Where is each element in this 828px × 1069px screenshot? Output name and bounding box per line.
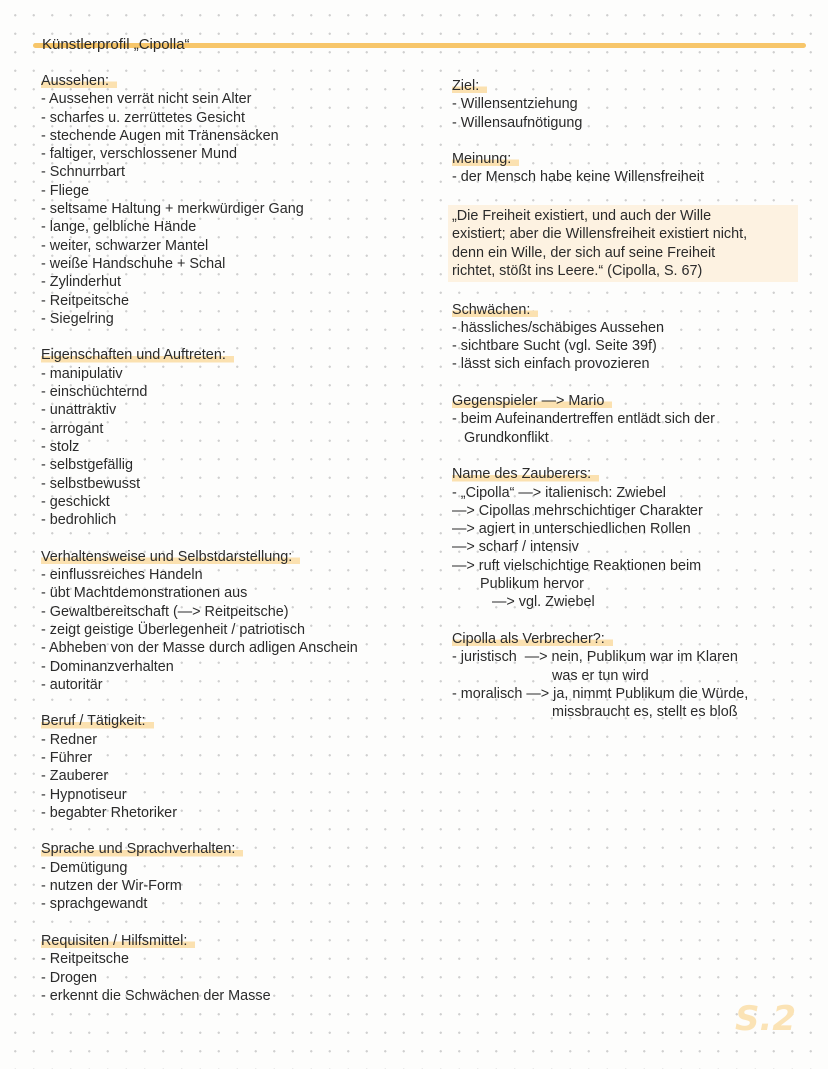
- list-item: —> vgl. Zwiebel: [452, 594, 595, 611]
- list-item: - bedrohlich: [41, 512, 117, 529]
- list-item: was er tun wird: [452, 667, 649, 684]
- page-number: S.2: [734, 999, 796, 1039]
- list-item: - lässt sich einfach provozieren: [452, 356, 650, 373]
- list-item: - unattraktiv: [41, 402, 117, 419]
- list-item: - Demütigung: [41, 859, 128, 876]
- section: [452, 465, 800, 611]
- page-title: Künstlerprofil „Cipolla“: [42, 36, 190, 53]
- list-item: - scharfes u. zerrüttetes Gesicht: [41, 109, 245, 126]
- list-item: - stolz: [41, 438, 80, 455]
- list-item: - einschüchternd: [41, 384, 148, 401]
- list-item: - Willensaufnötigung: [452, 114, 583, 131]
- list-item: - Führer: [41, 749, 93, 766]
- list-item: - hässliches/schäbiges Aussehen: [452, 319, 664, 336]
- list-item: —> agiert in unterschiedlichen Rollen: [452, 521, 691, 538]
- list-item: - Hypnotiseur: [41, 786, 127, 803]
- quote-box: „Die Freiheit existiert, und auch der Wille existiert; aber die Willensfreiheit existiert nicht, denn ein Wille, der sich auf seine Freiheit richtet, stößt ins Leere.“ (Cipolla, S. 67): [448, 205, 798, 282]
- section-heading: Eigenschaften und Auftreten:: [41, 346, 234, 364]
- section-heading: Gegenspieler —> Mario: [452, 392, 612, 410]
- list-item: - der Mensch habe keine Willensfreiheit: [452, 169, 704, 186]
- list-item: - selbstbewusst: [41, 475, 141, 492]
- section: [41, 548, 421, 694]
- section: [41, 346, 421, 529]
- section: [452, 77, 800, 132]
- list-item: - Dominanzverhalten: [41, 658, 174, 675]
- list-item: - moralisch —> ja, nimmt Publikum die Würde,: [452, 685, 749, 702]
- section-heading: Schwächen:: [452, 301, 538, 319]
- section: [452, 301, 800, 374]
- section-heading: Cipolla als Verbrecher?:: [452, 630, 613, 648]
- list-item: - Willensentziehung: [452, 96, 578, 113]
- list-item: - Reitpeitsche: [41, 292, 129, 309]
- list-item: - nutzen der Wir-Form: [41, 878, 182, 895]
- list-item: - weiße Handschuhe + Schal: [41, 255, 226, 272]
- list-item: - faltiger, verschlossener Mund: [41, 146, 237, 163]
- list-item: - Fliege: [41, 182, 89, 199]
- section: [452, 205, 800, 282]
- list-item: - „Cipolla“ —> italienisch: Zwiebel: [452, 484, 666, 501]
- list-item: - stechende Augen mit Tränensäcken: [41, 127, 279, 144]
- list-item: - arrogant: [41, 420, 104, 437]
- list-item: Publikum hervor: [452, 576, 584, 593]
- section: [452, 150, 800, 187]
- section: [41, 72, 421, 328]
- list-item: —> ruft vielschichtige Reaktionen beim: [452, 557, 702, 574]
- list-item: - Redner: [41, 731, 97, 748]
- list-item: - begabter Rhetoriker: [41, 804, 177, 821]
- list-item: - übt Machtdemonstrationen aus: [41, 585, 248, 602]
- list-item: - Abheben von der Masse durch adligen Anschein: [41, 640, 358, 657]
- list-item: - Zylinderhut: [41, 274, 121, 291]
- list-item: - einflussreiches Handeln: [41, 567, 203, 584]
- list-item: - Gewaltbereitschaft (—> Reitpeitsche): [41, 603, 289, 620]
- list-item: missbraucht es, stellt es bloß: [452, 704, 738, 721]
- list-item: - juristisch —> nein, Publikum war im Klaren: [452, 649, 738, 666]
- list-item: - zeigt geistige Überlegenheit / patriotisch: [41, 621, 305, 638]
- list-item: - Reitpeitsche: [41, 951, 129, 968]
- section-heading: Name des Zauberers:: [452, 465, 599, 483]
- section: [452, 630, 800, 721]
- list-item: - autoritär: [41, 676, 103, 693]
- list-item: - beim Aufeinandertreffen entlädt sich der: [452, 411, 715, 428]
- list-item: - manipulativ: [41, 365, 123, 382]
- list-item: - selbstgefällig: [41, 457, 133, 474]
- list-item: - weiter, schwarzer Mantel: [41, 237, 209, 254]
- list-item: - Drogen: [41, 969, 97, 986]
- section-heading: Requisiten / Hilfsmittel:: [41, 932, 195, 950]
- list-item: —> scharf / intensiv: [452, 539, 579, 556]
- section-heading: Sprache und Sprachverhalten:: [41, 840, 243, 858]
- list-item: - geschickt: [41, 493, 110, 510]
- list-item: Grundkonflikt: [452, 429, 549, 446]
- list-item: - Zauberer: [41, 768, 109, 785]
- list-item: - erkennt die Schwächen der Masse: [41, 987, 271, 1004]
- section: [41, 840, 421, 913]
- list-item: - sichtbare Sucht (vgl. Seite 39f): [452, 338, 657, 355]
- section: [452, 392, 800, 447]
- list-item: - sprachgewandt: [41, 896, 148, 913]
- section-heading: Ziel:: [452, 77, 487, 95]
- list-item: - Schnurrbart: [41, 164, 125, 181]
- list-item: - lange, gelbliche Hände: [41, 219, 197, 236]
- list-item: - seltsame Haltung + merkwürdiger Gang: [41, 201, 304, 218]
- section: [41, 712, 421, 822]
- list-item: —> Cipollas mehrschichtiger Charakter: [452, 502, 703, 519]
- list-item: - Aussehen verrät nicht sein Alter: [41, 91, 252, 108]
- section-heading: Beruf / Tätigkeit:: [41, 712, 154, 730]
- left-column: [41, 72, 421, 1023]
- section-heading: Verhaltensweise und Selbstdarstellung:: [41, 548, 300, 566]
- list-item: - Siegelring: [41, 310, 114, 327]
- section-heading: Aussehen:: [41, 72, 117, 90]
- section: [41, 932, 421, 1005]
- section-heading: Meinung:: [452, 150, 519, 168]
- right-column: [452, 77, 800, 740]
